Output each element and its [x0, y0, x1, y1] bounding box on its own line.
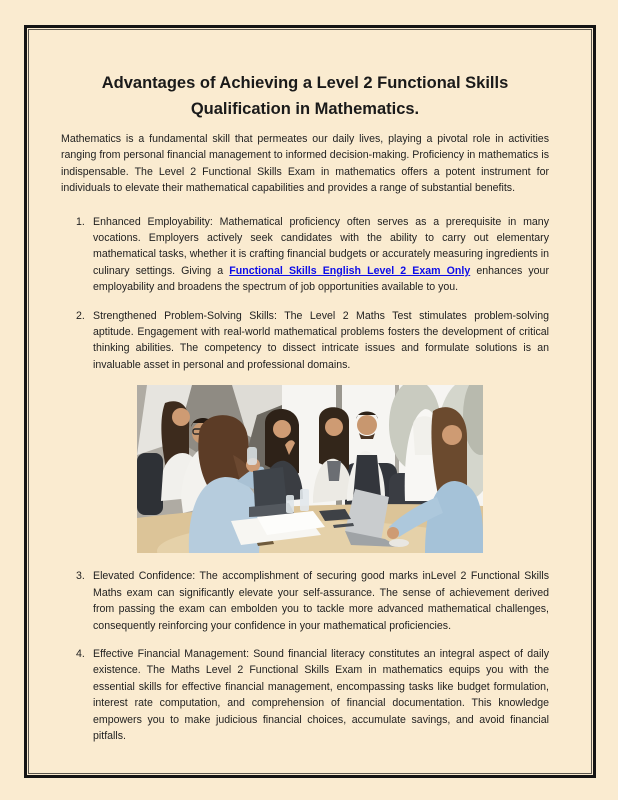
- list-item-financial-management: [61, 646, 549, 744]
- list-item-2-text: Strengthened Problem-Solving Skills: The Level 2 Maths Test stimulates problem-solving aptitude. Engagement with real-world mathematical problems fosters the development of critical thinking abilities. The competency to dissect intricate issues and formulate solutions is an invaluable asset in personal and professional domains.: [93, 309, 549, 371]
- title-line-1: Advantages of Achieving a Level 2 Functional Skills: [101, 74, 509, 92]
- list-number-1: 1.: [76, 215, 85, 228]
- list-number-4: 4.: [76, 647, 85, 660]
- list-item-3-text: Elevated Confidence: The accomplishment of securing good marks inLevel 2 Functional Skills Maths exam can significantly elevate your self-assurance. The sense of achievement derived from passing the exam can embolden you to tackle more advanced mathematical challenges, consequently reinforcing your confidence in your mathematical proficiencies.: [93, 570, 549, 632]
- list-item-1-text-after-link: enhances your employability and broadens the spectrum of job opportunities available to you.: [93, 264, 549, 294]
- list-item-1-text-before-link: Enhanced Employability: Mathematical proficiency often serves as a prerequisite in many vocations. Employers actively seek candidates with the ability to carry out elementary mathematical tasks, whether it is crafting financial budgets or accurately measuring ingredients in culinary settings. Giving a: [93, 215, 549, 277]
- list-number-3: 3.: [76, 570, 85, 583]
- list-item-elevated-confidence: [61, 568, 549, 634]
- list-item-enhanced-employability: [61, 214, 549, 296]
- meeting-photo: [137, 385, 483, 553]
- title-line-2: Qualification in Mathematics.: [190, 100, 420, 118]
- meeting-photo-illustration: [137, 385, 483, 553]
- list-item-4-text: Effective Financial Management: Sound financial literacy constitutes an integral aspect of daily existence. The Maths Level 2 Functional Skills Exam in mathematics equips you with the essential skills for effective financial management, encompassing tasks like budget formulation, interest rate computation, and comprehension of financial documentation. This knowledge empowers you to make judicious financial choices, accumulate savings, and avoid financial pitfalls.: [93, 647, 549, 742]
- intro-paragraph: Mathematics is a fundamental skill that permeates our daily lives, playing a pivotal role in activities ranging from personal financial management to informed decision-making. Proficiency in mathematics is indispensable. The Level 2 Functional Skills Exam in mathematics offers a potent instrument for individuals to elevate their mathematical capabilities and provides a range of substantial benefits.: [61, 133, 549, 195]
- list-item-problem-solving-skills: [61, 308, 549, 374]
- benefits-list: [61, 214, 549, 745]
- document-content: [61, 70, 549, 756]
- document-title: [61, 70, 549, 122]
- functional-skills-exam-link[interactable]: Functional Skills English Level 2 Exam Only: [229, 264, 471, 277]
- list-number-2: 2.: [76, 309, 85, 322]
